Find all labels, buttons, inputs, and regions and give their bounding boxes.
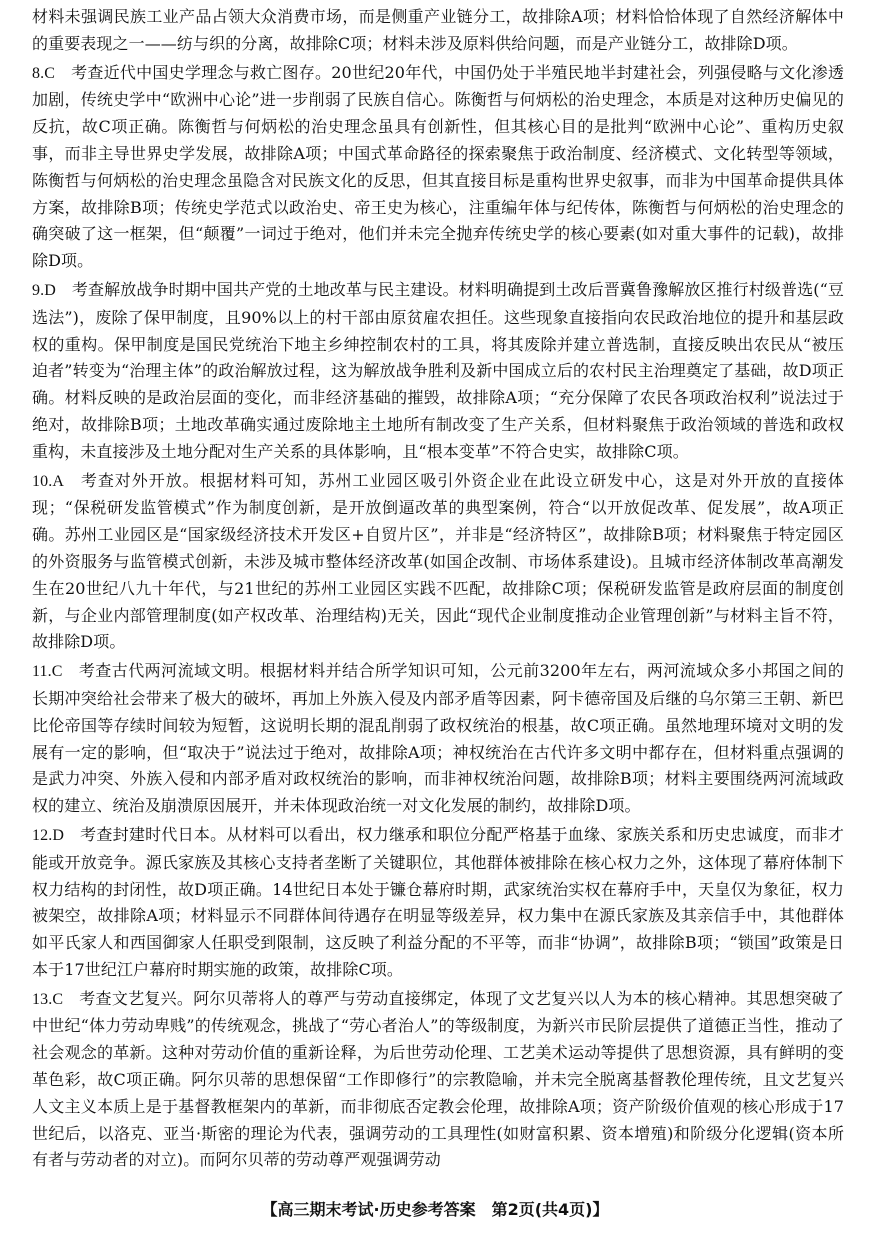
intro-paragraph: 材料未强调民族工业产品占领大众消费市场，而是侧重产业链分工，故排除A项；材料恰恰体现了自然经济解体中的重要表现之一——纺与织的分离，故排除C项；材料未涉及原料供给问题，而是产业链分工，故排除D项。 [32, 7, 844, 53]
explanation-text: 考查解放战争时期中国共产党的土地改革与民主建设。材料明确提到土改后晋冀鲁豫解放区推行村级普选(“豆选法”)，废除了保甲制度，且90%以上的村干部由原贫雇农担任。这些现象直接指向农民政治地位的提升和基层政权的重构。保甲制度是国民党统治下地主乡绅控制农村的工具，将其废除并建立普选制，直接反映出农民从“被压迫者”转变为“治理主体”的政治解放过程，这为解放战争胜利及新中国成立后的农村民主治理奠定了基础，故D项正确。材料反映的是政治层面的变化，而非经济基础的摧毁，故排除A项；“充分保障了农民各项政治权利”说法过于绝对，故排除B项；土地改革确实通过废除地主土地所有制改变了生产关系，但材料聚焦于政治领域的普选和政权重构，未直接涉及土地分配对生产关系的具体影响，且“根本变革”不符合史实，故排除C项。 [32, 279, 844, 461]
question-item [32, 986, 844, 1175]
question-number: 10. [32, 472, 53, 490]
question-item [32, 60, 844, 275]
answer-letter: C [44, 64, 55, 82]
question-item [32, 658, 844, 820]
explanation-text: 考查文艺复兴。阿尔贝蒂将人的尊严与劳动直接绑定，体现了文艺复兴以人为本的核心精神。其思想突破了中世纪“体力劳动卑贱”的传统观念，挑战了“劳心者治人”的等级制度，为新兴市民阶层提供了道德正当性，推动了社会观念的革新。这种对劳动价值的重新诠释，为后世劳动伦理、工艺美术运动等提供了思想资源，具有鲜明的变革色彩，故C项正确。阿尔贝蒂的思想保留“工作即修行”的宗教隐喻，并未完全脱离基督教伦理传统，且文艺复兴人文主义本质上是于基督教框架内的革新，而非彻底否定教会伦理，故排除A项；资产阶级价值观的核心形成于17世纪后，以洛克、亚当·斯密的理论为代表，强调劳动的工具理性(如财富积累、资本增殖)和阶级分化逻辑(资本所有者与劳动者的对立)。而阿尔贝蒂的劳动尊严观强调劳动 [32, 988, 844, 1170]
question-list [32, 60, 844, 1175]
answer-page [32, 4, 844, 1174]
page-footer: 【高三期末考试·历史参考答案 第2页(共4页)】 [261, 1200, 609, 1219]
question-number: 11. [32, 663, 52, 681]
explanation-text: 考查对外开放。根据材料可知，苏州工业园区吸引外资企业在此设立研发中心，这是对外开放的直接体现；“保税研发监管模式”作为制度创新，是开放倒逼改革的典型案例，符合“以开放促改革、促发展”，故A项正确。苏州工业园区是“国家级经济技术开发区+自贸片区”，并非是“经济特区”，故排除B项；材料聚焦于特定园区的外资服务与监管模式创新，未涉及城市整体经济改革(如国企改制、市场体系建设)。且城市经济体制改革高潮发生在20世纪八九十年代，与21世纪的苏州工业园区实践不匹配，故排除C项；保税研发监管是政府层面的制度创新，与企业内部管理制度(如产权改革、治理结构)无关，因此“现代企业制度推动企业管理创新”与材料主旨不符，故排除D项。 [32, 470, 844, 652]
question-item [32, 277, 844, 466]
question-item [32, 468, 844, 657]
question-item [32, 822, 844, 984]
explanation-text: 考查古代两河流域文明。根据材料并结合所学知识可知，公元前3200年左右，两河流域众多小邦国之间的长期冲突给社会带来了极大的破坏，再加上外族入侵及内部矛盾等因素，阿卡德帝国及后继的乌尔第三王朝、新巴比伦帝国等存续时间较为短暂，这说明长期的混乱削弱了政权统治的根基，故C项正确。虽然地理环境对文明的发展有一定的影响，但“取决于”说法过于绝对，故排除A项；神权统治在古代许多文明中都存在，但材料重点强调的是武力冲突、外族入侵和内部矛盾对政权统治的影响，而非神权统治问题，故排除B项；材料主要围绕两河流域政权的建立、统治及崩溃原因展开，并未体现政治统一对文化发展的制约，故排除D项。 [32, 661, 844, 816]
question-number: 9. [32, 281, 45, 299]
question-number: 8. [32, 64, 45, 82]
answer-letter: C [51, 663, 63, 681]
answer-letter: C [52, 990, 64, 1008]
question-number: 13. [32, 990, 53, 1008]
answer-letter: D [52, 826, 64, 844]
answer-letter: D [44, 281, 56, 299]
explanation-text: 考查封建时代日本。从材料可以看出，权力继承和职位分配严格基于血缘、家族关系和历史忠诚度，而非才能或开放竞争。源氏家族及其核心支持者垄断了关键职位，其他群体被排除在核心权力之外，这体现了幕府体制下权力结构的封闭性，故D项正确。14世纪日本处于镰仓幕府时期，武家统治实权在幕府手中，天皇仅为象征，权力被架空，故排除A项；材料显示不同群体间待遇存在明显等级差异，权力集中在源氏家族及其亲信手中，其他群体如平氏家人和西国御家人任职受到限制，这反映了利益分配的不平等，而非“协调”，故排除B项；“锁国”政策是日本于17世纪江户幕府时期实施的政策，故排除C项。 [32, 824, 844, 979]
question-number: 12. [32, 826, 53, 844]
explanation-text: 考查近代中国史学理念与救亡图存。20世纪20年代，中国仍处于半殖民地半封建社会，列强侵略与文化渗透加剧，传统史学中“欧洲中心论”进一步削弱了民族自信心。陈衡哲与何炳松的治史理念，本质是对这种历史偏见的反抗，故C项正确。陈衡哲与何炳松的治史理念虽具有创新性，但其核心目的是批判“欧洲中心论”、重构历史叙事，而非主导世界史学发展，故排除A项；中国式革命路径的探索聚焦于政治制度、经济模式、文化转型等领域，陈衡哲与何炳松的治史理念虽隐含对民族文化的反思，但其直接目标是重构世界史叙事，而非为中国革命提供具体方案，故排除B项；传统史学范式以政治史、帝王史为核心，注重编年体与纪传体，陈衡哲与何炳松的治史理念的确突破了这一框架，但“颠覆”一词过于绝对，他们并未完全抛弃传统史学的核心要素(如对重大事件的记载)，故排除D项。 [32, 62, 844, 271]
answer-letter: A [52, 472, 64, 490]
